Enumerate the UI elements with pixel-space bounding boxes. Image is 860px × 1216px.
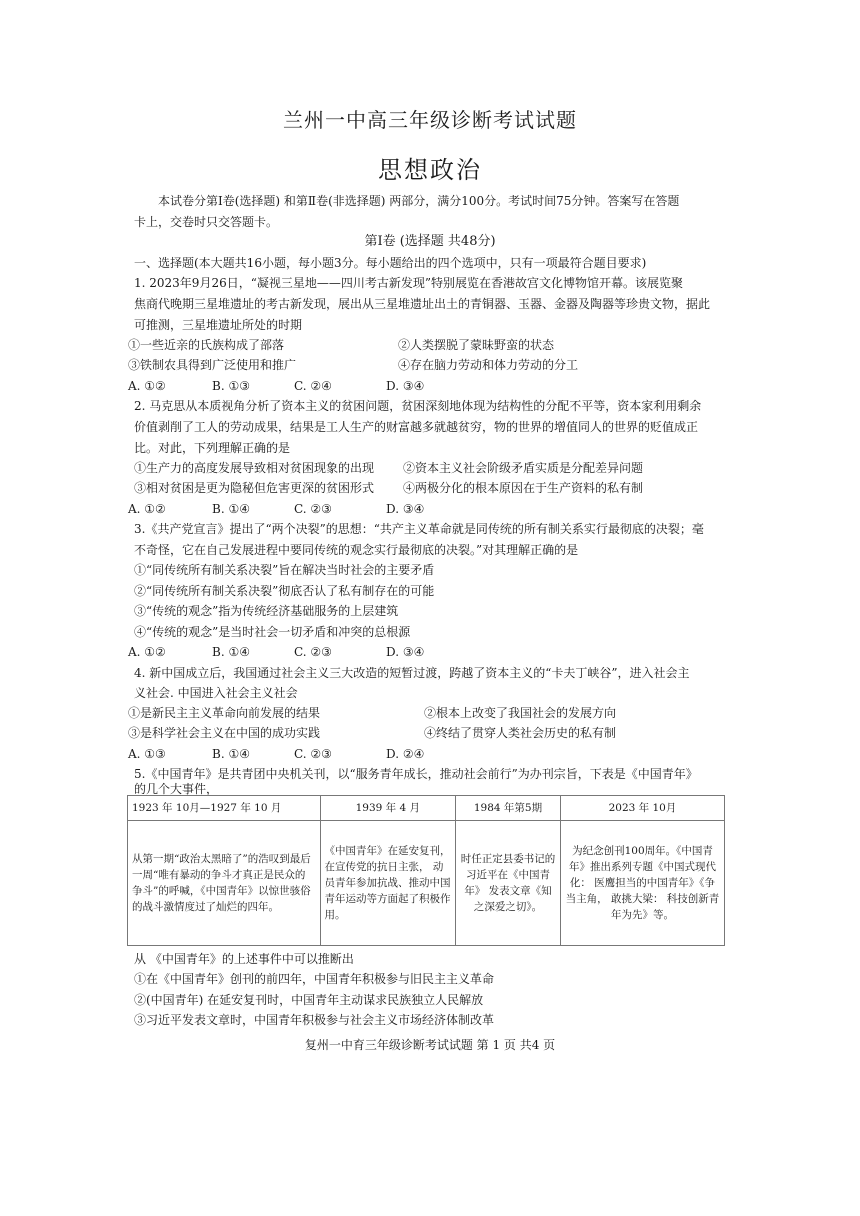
q5-follow: 从 《中国青年》的上述事件中可以推断出 bbox=[134, 952, 354, 966]
q5-option: ③习近平发表文章时，中国青年积极参与社会主义市场经济体制改革 bbox=[134, 1013, 495, 1027]
q4-option: ④终结了贯穿人类社会历史的私有制 bbox=[424, 726, 617, 740]
table-header-cell: 2023 年 10月 bbox=[560, 796, 724, 821]
q3-option: ①“同传统所有制关系决裂”旨在解决当时社会的主要矛盾 bbox=[134, 563, 435, 577]
q1-choice-a: A. ①② bbox=[128, 379, 166, 393]
q3-option: ④“传统的观念”是当时社会一切矛盾和冲突的总根源 bbox=[134, 625, 411, 639]
q3-choice-d: D. ③④ bbox=[386, 645, 425, 659]
q1-choice-c: C. ②④ bbox=[294, 379, 332, 393]
q1-option: ④存在脑力劳动和体力劳动的分工 bbox=[398, 358, 579, 372]
q2-option: ①生产力的高度发展导致相对贫困现象的出现 bbox=[134, 461, 375, 475]
q2-choice-c: C. ②③ bbox=[294, 502, 332, 516]
q1-stem-line: 1. 2023年9月26日，“凝视三星地——四川考古新发现”特别展览在香港故宫文化博物馆开幕。该展览聚 bbox=[134, 276, 683, 290]
q2-option: ③相对贫困是更为隐秘但危害更深的贫困形式 bbox=[134, 481, 375, 495]
q2-choice-b: B. ①④ bbox=[212, 502, 250, 516]
exam-title: 兰州一中高三年级诊断考试试题 bbox=[283, 108, 577, 132]
q2-choice-d: D. ③④ bbox=[386, 502, 425, 516]
q5-stem-line: 的几个大事件， bbox=[134, 782, 219, 796]
q5-stem-line: 5.《中国青年》是共青团中央机关刊，以“服务青年成长，推动社会前行”为办刊宗旨，下表是《中国青年》 bbox=[134, 767, 698, 781]
q4-stem-line: 4. 新中国成立后，我国通过社会主义三大改造的短暂过渡，跨越了资本主义的“卡夫丁峡谷”，进入社会主 bbox=[134, 666, 690, 680]
table-cell: 时任正定县委书记的习近平在《中国青年》 发表文章《知之深爱之切》。 bbox=[456, 821, 561, 946]
q4-stem-line: 义社会. 中国进入社会主义社会 bbox=[134, 686, 298, 700]
q1-option: ①一些近亲的氏族构成了部落 bbox=[128, 338, 285, 352]
q1-choice-d: D. ③④ bbox=[386, 379, 425, 393]
q3-choice-a: A. ①② bbox=[128, 645, 166, 659]
q3-option: ③“传统的观念”指为传统经济基础服务的上层建筑 bbox=[134, 604, 399, 618]
q1-option: ③铁制农具得到广泛使用和推广 bbox=[128, 358, 297, 372]
exam-subject: 思想政治 bbox=[378, 156, 482, 184]
events-table-body-row bbox=[128, 821, 725, 946]
q4-choice-b: B. ①④ bbox=[212, 747, 250, 761]
table-cell: 为纪念创刊100周年。《中国青年》推出系列专题《中国式现代化： 医鹰担当的中国青年》《争当主角， 敢挑大梁： 科技创新青年为先》等。 bbox=[560, 821, 724, 946]
q4-choice-c: C. ②③ bbox=[294, 747, 332, 761]
q1-stem-line: 焦商代晚期三星堆遗址的考古新发现，展出从三星堆遗址出土的青铜器、玉器、金器及陶器等珍贵文物，据此 bbox=[134, 297, 711, 311]
q3-choice-b: B. ①④ bbox=[212, 645, 250, 659]
intro-line-2: 卡上，交卷时只交答题卡。 bbox=[134, 215, 279, 229]
q2-choice-a: A. ①② bbox=[128, 502, 166, 516]
q1-option: ②人类摆脱了蒙昧野蛮的状态 bbox=[398, 338, 555, 352]
section-title: 第Ⅰ卷 (选择题 共48分) bbox=[364, 234, 496, 249]
q5-option: ①在《中国青年》创刊的前四年，中国青年积极参与旧民主主义革命 bbox=[134, 972, 495, 986]
table-header-cell: 1923 年 10月—1927 年 10 月 bbox=[128, 796, 321, 821]
q3-choice-c: C. ②③ bbox=[294, 645, 332, 659]
table-header-cell: 1939 年 4 月 bbox=[320, 796, 455, 821]
events-table bbox=[127, 795, 725, 946]
q4-option: ①是新民主主义革命向前发展的结果 bbox=[128, 706, 321, 720]
q2-stem-line: 比。对此，下列理解正确的是 bbox=[134, 441, 291, 455]
q2-stem-line: 2. 马克思从本质视角分析了资本主义的贫困问题，贫困深刻地体现为结构性的分配不平等，资本家利用剩余 bbox=[134, 399, 702, 413]
intro-line-1: 本试卷分第Ⅰ卷(选择题) 和第Ⅱ卷(非选择题) 两部分，满分100分。考试时间75分钟。答案写在答题 bbox=[158, 194, 680, 208]
q1-stem-line: 可推测，三星堆遗址所处的时期 bbox=[134, 318, 303, 332]
section-instructions: 一、选择题(本大题共16小题，每小题3分。每小题给出的四个选项中，只有一项最符合题目要求) bbox=[134, 256, 647, 270]
page-footer: 复州一中育三年级诊断考试试题 第 1 页 共4 页 bbox=[304, 1038, 556, 1052]
q1-choice-b: B. ①③ bbox=[212, 379, 250, 393]
q4-option: ③是科学社会主义在中国的成功实践 bbox=[128, 726, 321, 740]
events-table-header-row bbox=[128, 796, 725, 821]
table-header-cell: 1984 年第5期 bbox=[456, 796, 561, 821]
q3-option: ②“同传统所有制关系决裂”彻底否认了私有制存在的可能 bbox=[134, 584, 435, 598]
q4-choice-d: D. ②④ bbox=[386, 747, 425, 761]
q2-stem-line: 价值剥削了工人的劳动成果，结果是工人生产的财富越多就越贫穷，物的世界的增值同人的世界的贬值成正 bbox=[134, 420, 699, 434]
table-cell: 《中国青年》在延安复刊， 在宣传党的抗日主张， 动员青年参加抗战、推动中国青年运动等方面起了积极作用。 bbox=[320, 821, 455, 946]
table-cell: 从第一期“政治太黑暗了”的浩叹到最后一周“唯有暴动的争斗才真正是民众的争斗”的呼喊，《中国青年》以惊世骇俗的战斗激情度过了灿烂的四年。 bbox=[128, 821, 321, 946]
q2-option: ②资本主义社会阶级矛盾实质是分配差异问题 bbox=[403, 461, 644, 475]
q3-stem-line: 3.《共产党宣言》提出了“两个决裂”的思想：“共产主义革命就是同传统的所有制关系实行最彻底的决裂；毫 bbox=[134, 522, 704, 536]
q4-option: ②根本上改变了我国社会的发展方向 bbox=[424, 706, 617, 720]
q5-option: ②(中国青年) 在延安复刊时，中国青年主动谋求民族独立人民解放 bbox=[134, 993, 484, 1007]
q2-option: ④两极分化的根本原因在于生产资料的私有制 bbox=[403, 481, 644, 495]
q4-choice-a: A. ①③ bbox=[128, 747, 166, 761]
q3-stem-line: 不奇怪，它在自己发展进程中要同传统的观念实行最彻底的决裂。”对其理解正确的是 bbox=[134, 543, 579, 557]
